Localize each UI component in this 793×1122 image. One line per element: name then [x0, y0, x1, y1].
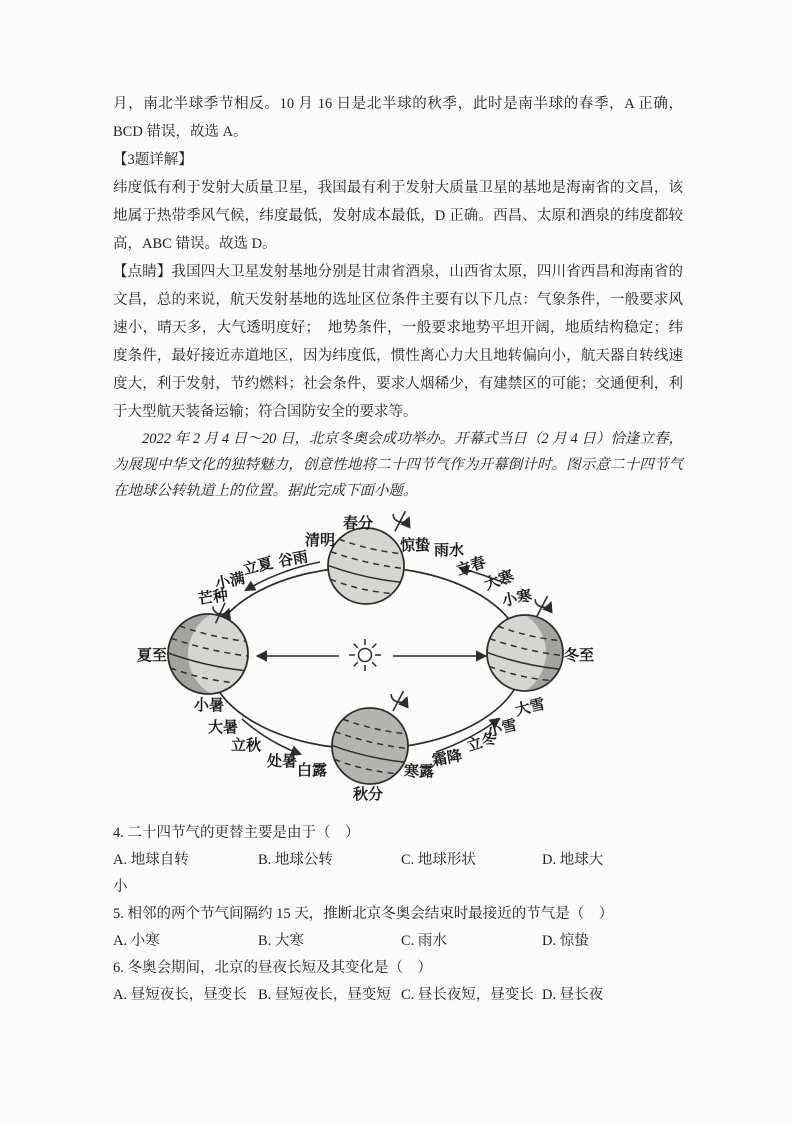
- question-5-option-d: D. 惊蛰: [542, 933, 589, 949]
- question-4-option-b: B. 地球公转: [258, 852, 333, 868]
- rotation-axis-icon-bottom: [387, 688, 408, 713]
- term-label-hanlu: 寒露: [403, 764, 435, 780]
- earth-globe-spring-equinox: [324, 528, 407, 604]
- term-label-daxue: 大雪: [513, 696, 547, 720]
- page-content: [113, 90, 683, 1009]
- question-6-option-b: B. 昼短夜长，昼变短: [258, 987, 391, 1003]
- term-label-mangzhong: 芒种: [197, 587, 230, 609]
- term-label-dahan: 大寒: [482, 568, 517, 594]
- term-label-bailu: 白露: [296, 763, 328, 779]
- term-label-chunfen: 春分: [342, 516, 374, 532]
- term-label-xiaoman: 小满: [213, 571, 247, 593]
- term-label-dashu: 大暑: [207, 720, 239, 736]
- solar-terms-orbit-diagram: [120, 504, 690, 814]
- question-5-option-a: A. 小寒: [113, 933, 160, 949]
- question-4-option-d-overflow: 小: [113, 879, 128, 895]
- question-4-text: 4. 二十四节气的更替主要是由于（ ）: [113, 825, 360, 841]
- section-3-header: 【3题详解】: [113, 152, 193, 168]
- question-6-options: [113, 982, 683, 1009]
- term-label-xiaoxue: 小雪: [485, 717, 519, 741]
- question-4-option-a: A. 地球自转: [113, 852, 189, 868]
- term-label-dongzhi: 冬至: [563, 648, 595, 664]
- passage-intro: 2022 年 2 月 4 日～20 日，北京冬奥会成功举办。开幕式当日（2 月 4 日）恰逢立春，为展现中华文化的独特魅力，创意性地将二十四节气作为开幕倒计时。图示意二十四节气在地球公转轨道上的位置。据此完成下面小题。: [113, 431, 683, 499]
- term-label-xiaohan: 小寒: [500, 588, 534, 610]
- earth-globe-winter-solstice: [456, 608, 566, 698]
- rotation-axis-icon-top: [389, 508, 410, 533]
- earth-globe-summer-solstice: [164, 608, 280, 700]
- paragraph-continuation: 月，南北半球季节相反。10 月 16 日是北半球的秋季，此时是南半球的春季，A 正确，BCD 错误，故选 A。: [113, 96, 683, 140]
- term-label-qiufen: 秋分: [352, 787, 384, 803]
- term-label-lidong: 立冬: [465, 730, 500, 756]
- term-label-qingming: 清明: [304, 533, 336, 549]
- term-label-liqiu: 立秋: [230, 738, 262, 754]
- question-4-option-d: D. 地球大: [542, 852, 604, 868]
- earth-globe-autumn-equinox: [328, 708, 411, 784]
- orbit-diagram-svg: [120, 504, 690, 814]
- question-5-options: [113, 928, 683, 955]
- term-label-shuangjiang: 霜降: [431, 748, 464, 770]
- question-6-option-d: D. 昼长夜: [542, 987, 604, 1003]
- term-label-lichun: 立春: [454, 554, 489, 580]
- section-3-body: 纬度低有利于发射大质量卫星，我国最有利于发射大质量卫星的基地是海南省的文昌，该地属于热带季风气候，纬度最低，发射成本最低，D 正确。西昌、太原和酒泉的纬度都较高，ABC 错误。故选 D。: [113, 180, 683, 252]
- tip-note: 【点睛】我国四大卫星发射基地分别是甘肃省酒泉，山西省太原，四川省西昌和海南省的文昌，总的来说，航天发射基地的选址区位条件主要有以下几点：气象条件，一般要求风速小，晴天多，大气透明度好； 地势条件，一般要求地势平坦开阔，地质结构稳定；纬度条件，最好接近赤道地区，因为纬度低，惯性离心力大且地转偏向小，航天器自转线速度大，利于发射，节约燃料；社会条件，要求人烟稀少，有建禁区的可能；交通便利，利于大型航天装备运输；符合国防安全的要求等。: [113, 264, 683, 420]
- sun-icon: [349, 639, 381, 671]
- question-6-option-a: A. 昼短夜长，昼变长: [113, 987, 247, 1003]
- term-label-xiazhi: 夏至: [136, 648, 168, 664]
- question-4-options: [113, 847, 683, 874]
- term-label-lixia: 立夏: [241, 555, 275, 579]
- term-label-chushu: 处暑: [266, 754, 298, 770]
- question-4-option-c: C. 地球形状: [401, 852, 476, 868]
- question-5-text: 5. 相邻的两个节气间隔约 15 天，推断北京冬奥会结束时最接近的节气是（ ）: [113, 906, 614, 922]
- term-label-guyu: 谷雨: [277, 549, 310, 571]
- term-label-xiaoshu: 小暑: [193, 698, 225, 714]
- question-5-option-c: C. 雨水: [401, 933, 447, 949]
- question-5-option-b: B. 大寒: [258, 933, 304, 949]
- question-6-text: 6. 冬奥会期间，北京的昼夜长短及其变化是（ ）: [113, 960, 432, 976]
- questions-section: [113, 820, 683, 1009]
- term-label-yushui: 雨水: [433, 543, 465, 559]
- term-label-jingzhe: 惊蛰: [399, 538, 431, 554]
- question-6-option-c: C. 昼长夜短，昼变长: [401, 987, 534, 1003]
- rotation-axis-icon-right: [531, 593, 552, 618]
